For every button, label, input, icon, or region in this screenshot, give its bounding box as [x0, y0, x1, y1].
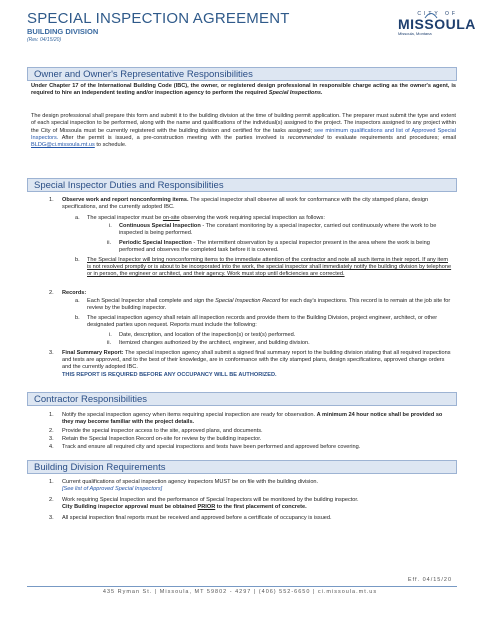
nonconforming-items-item: The Special Inspector will bring nonconforming items to the immediate attention of the contractor and note all such items in their report. If any item is not resolved promptly or is about to be incorporated into the work, the special inspector shall immediately notify the building division by telephone or in person, the engineer or architect, and their agency. Work must stop until deficiencies are corrected. [87, 257, 452, 278]
footer-divider [27, 586, 457, 587]
item-2bi-label: i. [109, 332, 112, 338]
item-3-number: 3. [49, 350, 54, 356]
item-2-number: 2. [49, 290, 54, 296]
records-heading: Records: [62, 290, 87, 296]
division-qualifications-item: Current qualifications of special inspection agency inspectors MUST be on file with the building division. [See list of Approved Special Inspectors] [62, 479, 319, 493]
city-logo [398, 11, 476, 47]
revision-date: (Rev. 04/15/20) [27, 37, 62, 43]
section-building-division-heading: Building Division Requirements [27, 460, 457, 474]
division-final-reports-item: All special inspection final reports must be received and approved before a certificate of occupancy is issued. [62, 515, 332, 521]
contractor-access-item: Provide the special inspector access to the site, approved plans, and documents. [62, 428, 263, 434]
item-2b-label: b. [75, 315, 80, 321]
retain-records-item: The special inspection agency shall retain all inspection records and provide them to the Building Division, project engineer, architect, or other designated parties upon request. Reports must include the following: [87, 315, 438, 329]
division-3-number: 3. [49, 515, 54, 521]
inspection-record-item: Each Special Inspector shall complete and sign the Special Inspection Record for each day's inspections. This record is to remain at the job site for review by the building inspector. [87, 298, 451, 312]
logo-arc-icon [424, 9, 438, 19]
contractor-notify-item: Notify the special inspection agency when items requiring special inspection are ready for observation. A minimum 24 hour notice shall be provided so they may become familiar with the project details. [62, 412, 443, 426]
item-1ai-label: i. [109, 223, 112, 229]
contractor-2-number: 2. [49, 428, 54, 434]
inspector-item-onsite: The special inspector must be on-site observing the work requiring special inspection as follows: [87, 215, 325, 221]
division-monitoring-item: Work requiring Special Inspection and the performance of Special Inspectors will be monitored by the building inspector. City Building inspector approval must be obtained PRIOR to the first placement of concrete. [62, 497, 359, 511]
division-1-number: 1. [49, 479, 54, 485]
contractor-retain-item: Retain the Special Inspection Record on-site for review by the building inspector. [62, 436, 262, 442]
approved-inspectors-link[interactable]: [See list of Approved Special Inspectors] [62, 486, 163, 493]
item-2a-label: a. [75, 298, 80, 304]
section-owner-heading: Owner and Owner's Representative Responsibilities [27, 67, 457, 81]
logo-name: MISSOULA [398, 16, 476, 32]
owner-ibc-paragraph: Under Chapter 17 of the International Building Code (IBC), the owner, or registered design professional in responsible charge acting as the owner's agent, is required to hire an independent testing and/or inspection agency to perform the required Special Inspections. [31, 83, 456, 97]
section-inspector-heading: Special Inspector Duties and Responsibilities [27, 178, 457, 192]
periodic-inspection-item: Periodic Special Inspection - The intermittent observation by a special inspector present in the area where the work is being performed and observes the completed task before it is covered. [119, 240, 430, 254]
contractor-4-number: 4. [49, 444, 54, 450]
item-1b-label: b. [75, 257, 80, 263]
contractor-3-number: 3. [49, 436, 54, 442]
email-link[interactable]: BLDG@ci.missoula.mt.us [31, 142, 95, 149]
section-contractor-heading: Contractor Responsibilities [27, 392, 457, 406]
document-title: SPECIAL INSPECTION AGREEMENT [27, 10, 290, 27]
continuous-inspection-item: Continuous Special Inspection - The constant monitoring by a special inspector, carried out continuously where the work to be inspected is being performed. [119, 223, 437, 237]
logo-city-of: CITY OF [417, 11, 458, 17]
contractor-track-item: Track and ensure all required city and special inspections and tests have been performed and approved before covering. [62, 444, 361, 450]
record-date-item: Date, description, and location of the inspection(s) or test(s) performed. [119, 332, 296, 338]
item-1-number: 1. [49, 197, 54, 203]
final-report-item: Final Summary Report: The special inspection agency shall submit a signed final summary report to the building division stating that all required inspections and tests are approved, and to the best of their knowledge, are in conformance with the city stamped plans, design specifications, approved change orders and the currently adopted IBC. THIS REPORT IS REQUIRED BEFORE ANY OCCUPANCY WILL BE AUTHORIZED. [62, 350, 451, 378]
item-1a-label: a. [75, 215, 80, 221]
effective-date: Eff. 04/15/20 [407, 577, 452, 583]
footer-address: 435 Ryman St. | Missoula, MT 59802 - 4297 | (406) 552-6650 | ci.missoula.mt.us [102, 589, 378, 595]
division-2-number: 2. [49, 497, 54, 503]
inspector-item-observe: Observe work and report nonconforming items. The special inspector shall observe all work for conformance with the city stamped plans, design specifications, and the currently adopted IBC. [62, 197, 429, 211]
division-subtitle: BUILDING DIVISION [27, 27, 99, 36]
record-changes-item: Itemized changes authorized by the architect, engineer, and building division. [119, 340, 310, 346]
logo-state: Missoula, Montana [398, 31, 432, 36]
qualifications-link[interactable]: see minimum qualifications and list of Approved Special Inspectors. [31, 127, 456, 141]
contractor-1-number: 1. [49, 412, 54, 418]
item-1aii-label: ii. [107, 240, 112, 246]
item-2bii-label: ii. [107, 340, 112, 346]
owner-prep-paragraph: The design professional shall prepare this form and submit it to the building division at the time of building permit application. The preparer must submit the type and extent of each special inspection to be performed, along with the name and qualifications of the individual(s) assigned to the project. The inspectors assigned to any project within the City of Missoula must be currently registered with the building division and certified for the tasks assigned; see minimum qualifications and list of Approved Special Inspectors. After the permit is issued, a pre-construction meeting with the parties involved is recommended to evaluate requirements and procedures; email BLDG@ci.missoula.mt.us to schedule. [31, 113, 456, 149]
